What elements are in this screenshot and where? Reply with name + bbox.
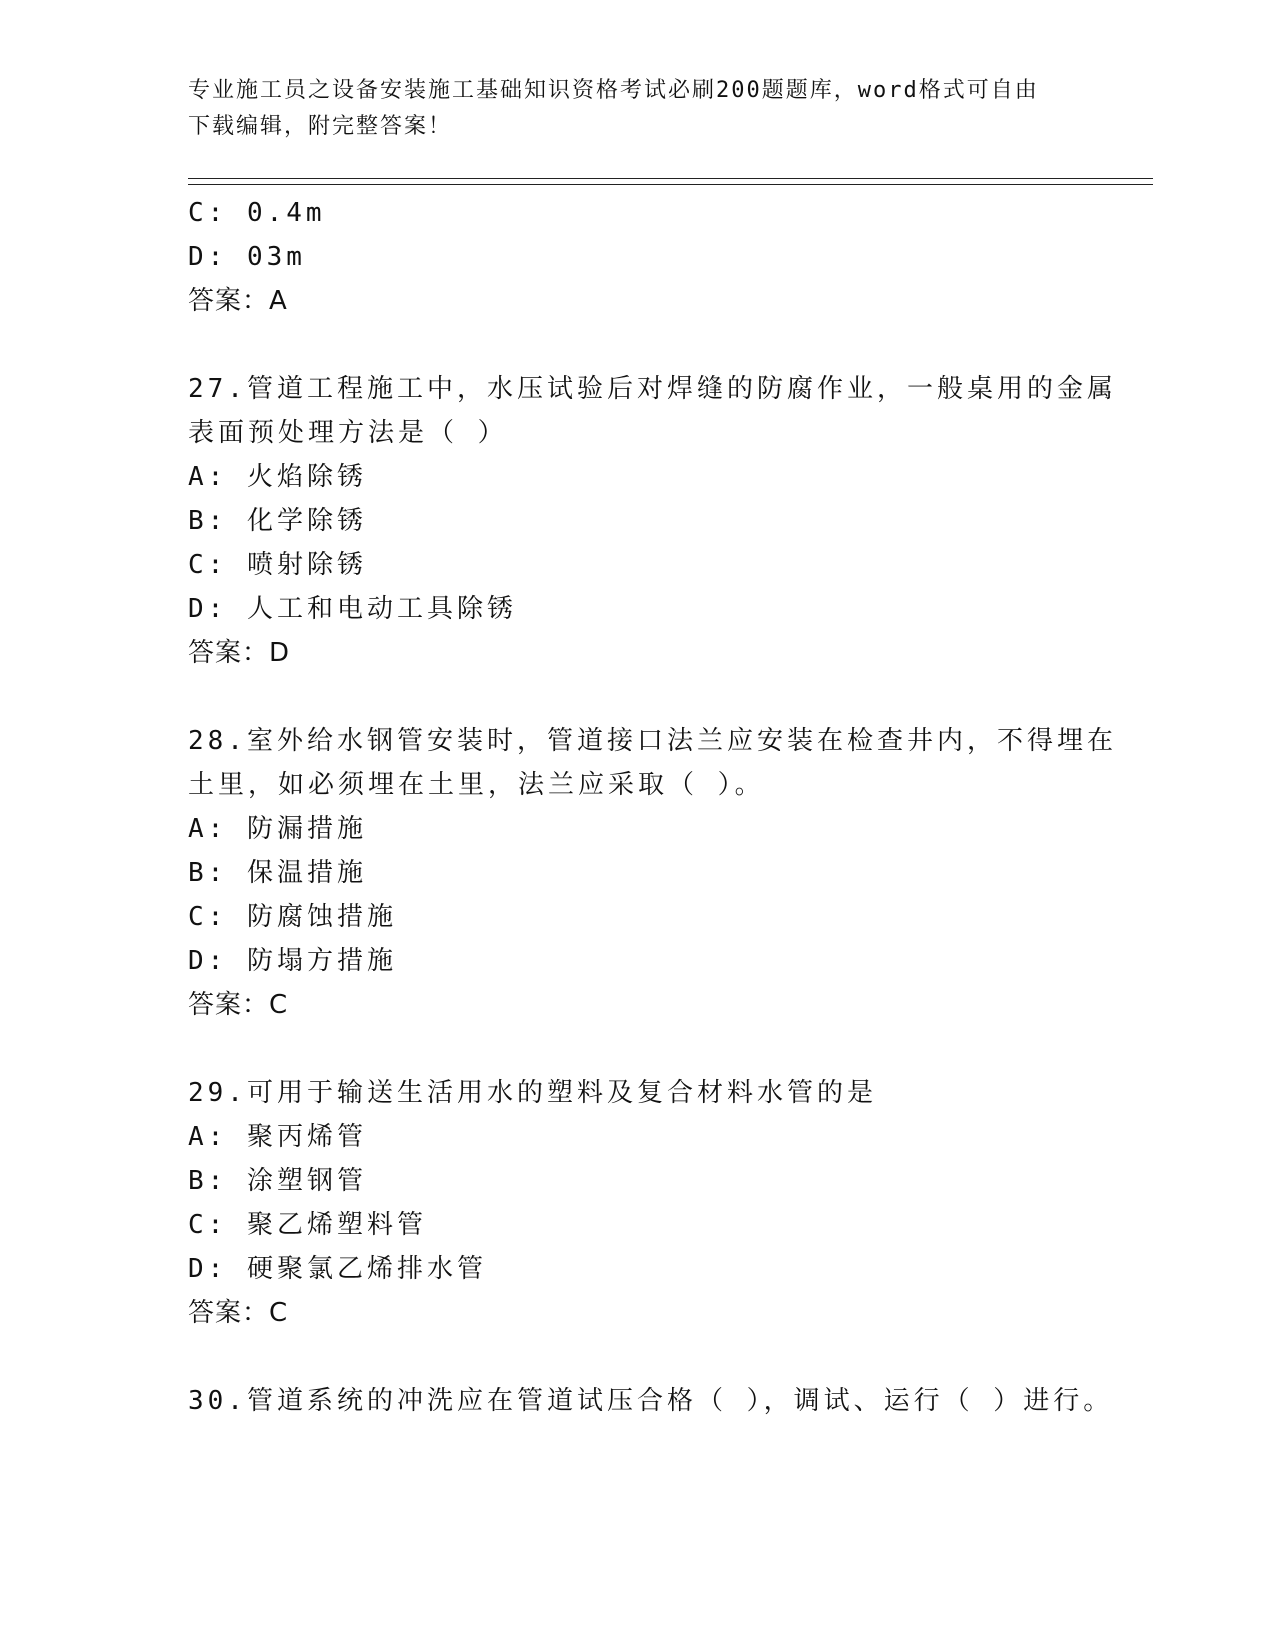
question-text-line-1: 27.管道工程施工中，水压试验后对焊缝的防腐作业，一般桌用的金属 [188,374,1117,404]
option-c: C: 0.4m [188,198,326,228]
document-title [188,73,1088,145]
answer: 答案：C [188,1298,289,1328]
answer: 答案：D [188,638,291,668]
question-text-line-1: 30.管道系统的冲洗应在管道试压合格（ ），调试、运行（ ）进行。 [188,1386,1114,1416]
option-d: D: 人工和电动工具除锈 [188,594,517,624]
option-b: B: 涂塑钢管 [188,1166,367,1196]
option-c: C: 喷射除锈 [188,550,367,580]
option-a: A: 火焰除锈 [188,462,367,492]
option-d: D: 防塌方措施 [188,946,397,976]
title-line-2: 下载编辑，附完整答案！ [188,114,453,139]
option-c: C: 防腐蚀措施 [188,902,397,932]
title-line-1: 专业施工员之设备安装施工基础知识资格考试必刷200题题库，word格式可自由 [188,78,1039,103]
option-b: B: 化学除锈 [188,506,367,536]
question-text-line-1: 28.室外给水钢管安装时，管道接口法兰应安装在检查井内，不得埋在 [188,726,1117,756]
question-text-line-2: 土里，如必须埋在土里，法兰应采取（ ）。 [188,770,765,800]
header-rule-bottom [188,184,1153,185]
header-rule-top [188,178,1153,179]
option-a: A: 防漏措施 [188,814,367,844]
option-b: B: 保温措施 [188,858,367,888]
question-text-line-2: 表面预处理方法是（ ） [188,418,508,448]
option-d: D: 03m [188,242,306,272]
answer: 答案：C [188,990,289,1020]
option-a: A: 聚丙烯管 [188,1122,367,1152]
question-text-line-1: 29.可用于输送生活用水的塑料及复合材料水管的是 [188,1078,877,1108]
option-d: D: 硬聚氯乙烯排水管 [188,1254,487,1284]
answer: 答案：A [188,286,288,316]
option-c: C: 聚乙烯塑料管 [188,1210,427,1240]
